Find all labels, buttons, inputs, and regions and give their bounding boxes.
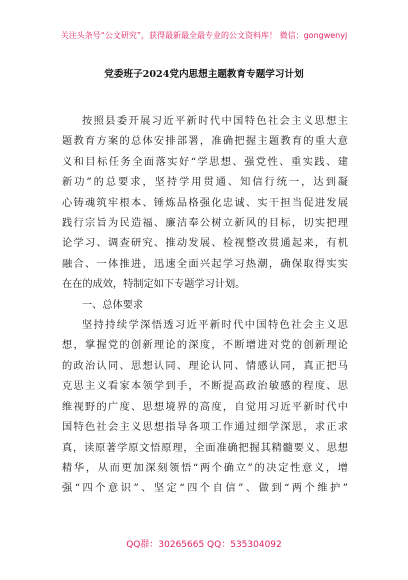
paragraph-line: 践行宗旨为民造福、廉洁奉公树立新风的目标，切实把理: [62, 218, 348, 230]
paragraph-line: 新功”的总要求，坚持学用贯通、知信行统一，达到凝: [62, 177, 348, 189]
document-body: [62, 112, 348, 500]
paragraph-line: 的政治认同、思想认同、理论认同、情感认同，真正把马: [62, 360, 348, 372]
paragraph-line: 国特色社会主义思想指导各项工作通过细学深思，求正求: [62, 422, 348, 434]
paragraph-line: 想，掌握党的创新理论的深度，不断增进对党的创新理论: [62, 340, 348, 352]
paragraph-line: 克思主义看家本领学到手，不断提高政治敏感的程度、思: [62, 381, 348, 393]
footer-qq-info: QQ群：30265665 QQ：535304092: [126, 540, 282, 550]
paragraph-line: 强“四个意识”、坚定“四个自信”、做到“两个维护”: [62, 483, 348, 495]
paragraph-line: 在在的成效，特制定如下专题学习计划。: [62, 279, 246, 291]
paragraph-line: 心铸魂筑牢根本、锤炼品格强化忠诚、实干担当促进发展: [62, 197, 348, 209]
paragraph-line: 真，读原著学原文悟原理，全面准确把握其精髓要义、思想: [62, 442, 348, 454]
document-title: 党委班子2024党内思想主题教育专题学习计划: [104, 69, 304, 80]
paragraph-line: 融合、一体推进，迅速全面兴起学习热潮，确保取得实实: [62, 258, 348, 270]
paragraph-line: 维视野的广度、思想境界的高度，自觉用习近平新时代中: [62, 401, 348, 413]
paragraph-line: 论学习、调查研究、推动发展、检视整改贯通起来，有机: [62, 238, 348, 250]
paragraph-line: 精华，从而更加深刻领悟“两个确立”的决定性意义，增: [62, 462, 348, 474]
header-banner: 关注头条号“公文研究”，获得最新最全最专业的公文资料库！ 微信：gongwenyj: [60, 31, 348, 40]
paragraph-line: 题教育方案的总体安排部署，准确把握主题教育的重大意: [62, 136, 348, 148]
paragraph-line: 坚持持续学深悟透习近平新时代中国特色社会主义思: [82, 320, 348, 332]
paragraph-line: 义和目标任务全面落实好“学思想、强党性、重实践、建: [62, 156, 348, 168]
section-heading: 一、总体要求: [82, 299, 144, 311]
paragraph-line: 按照县委开展习近平新时代中国特色社会主义思想主: [82, 116, 348, 127]
